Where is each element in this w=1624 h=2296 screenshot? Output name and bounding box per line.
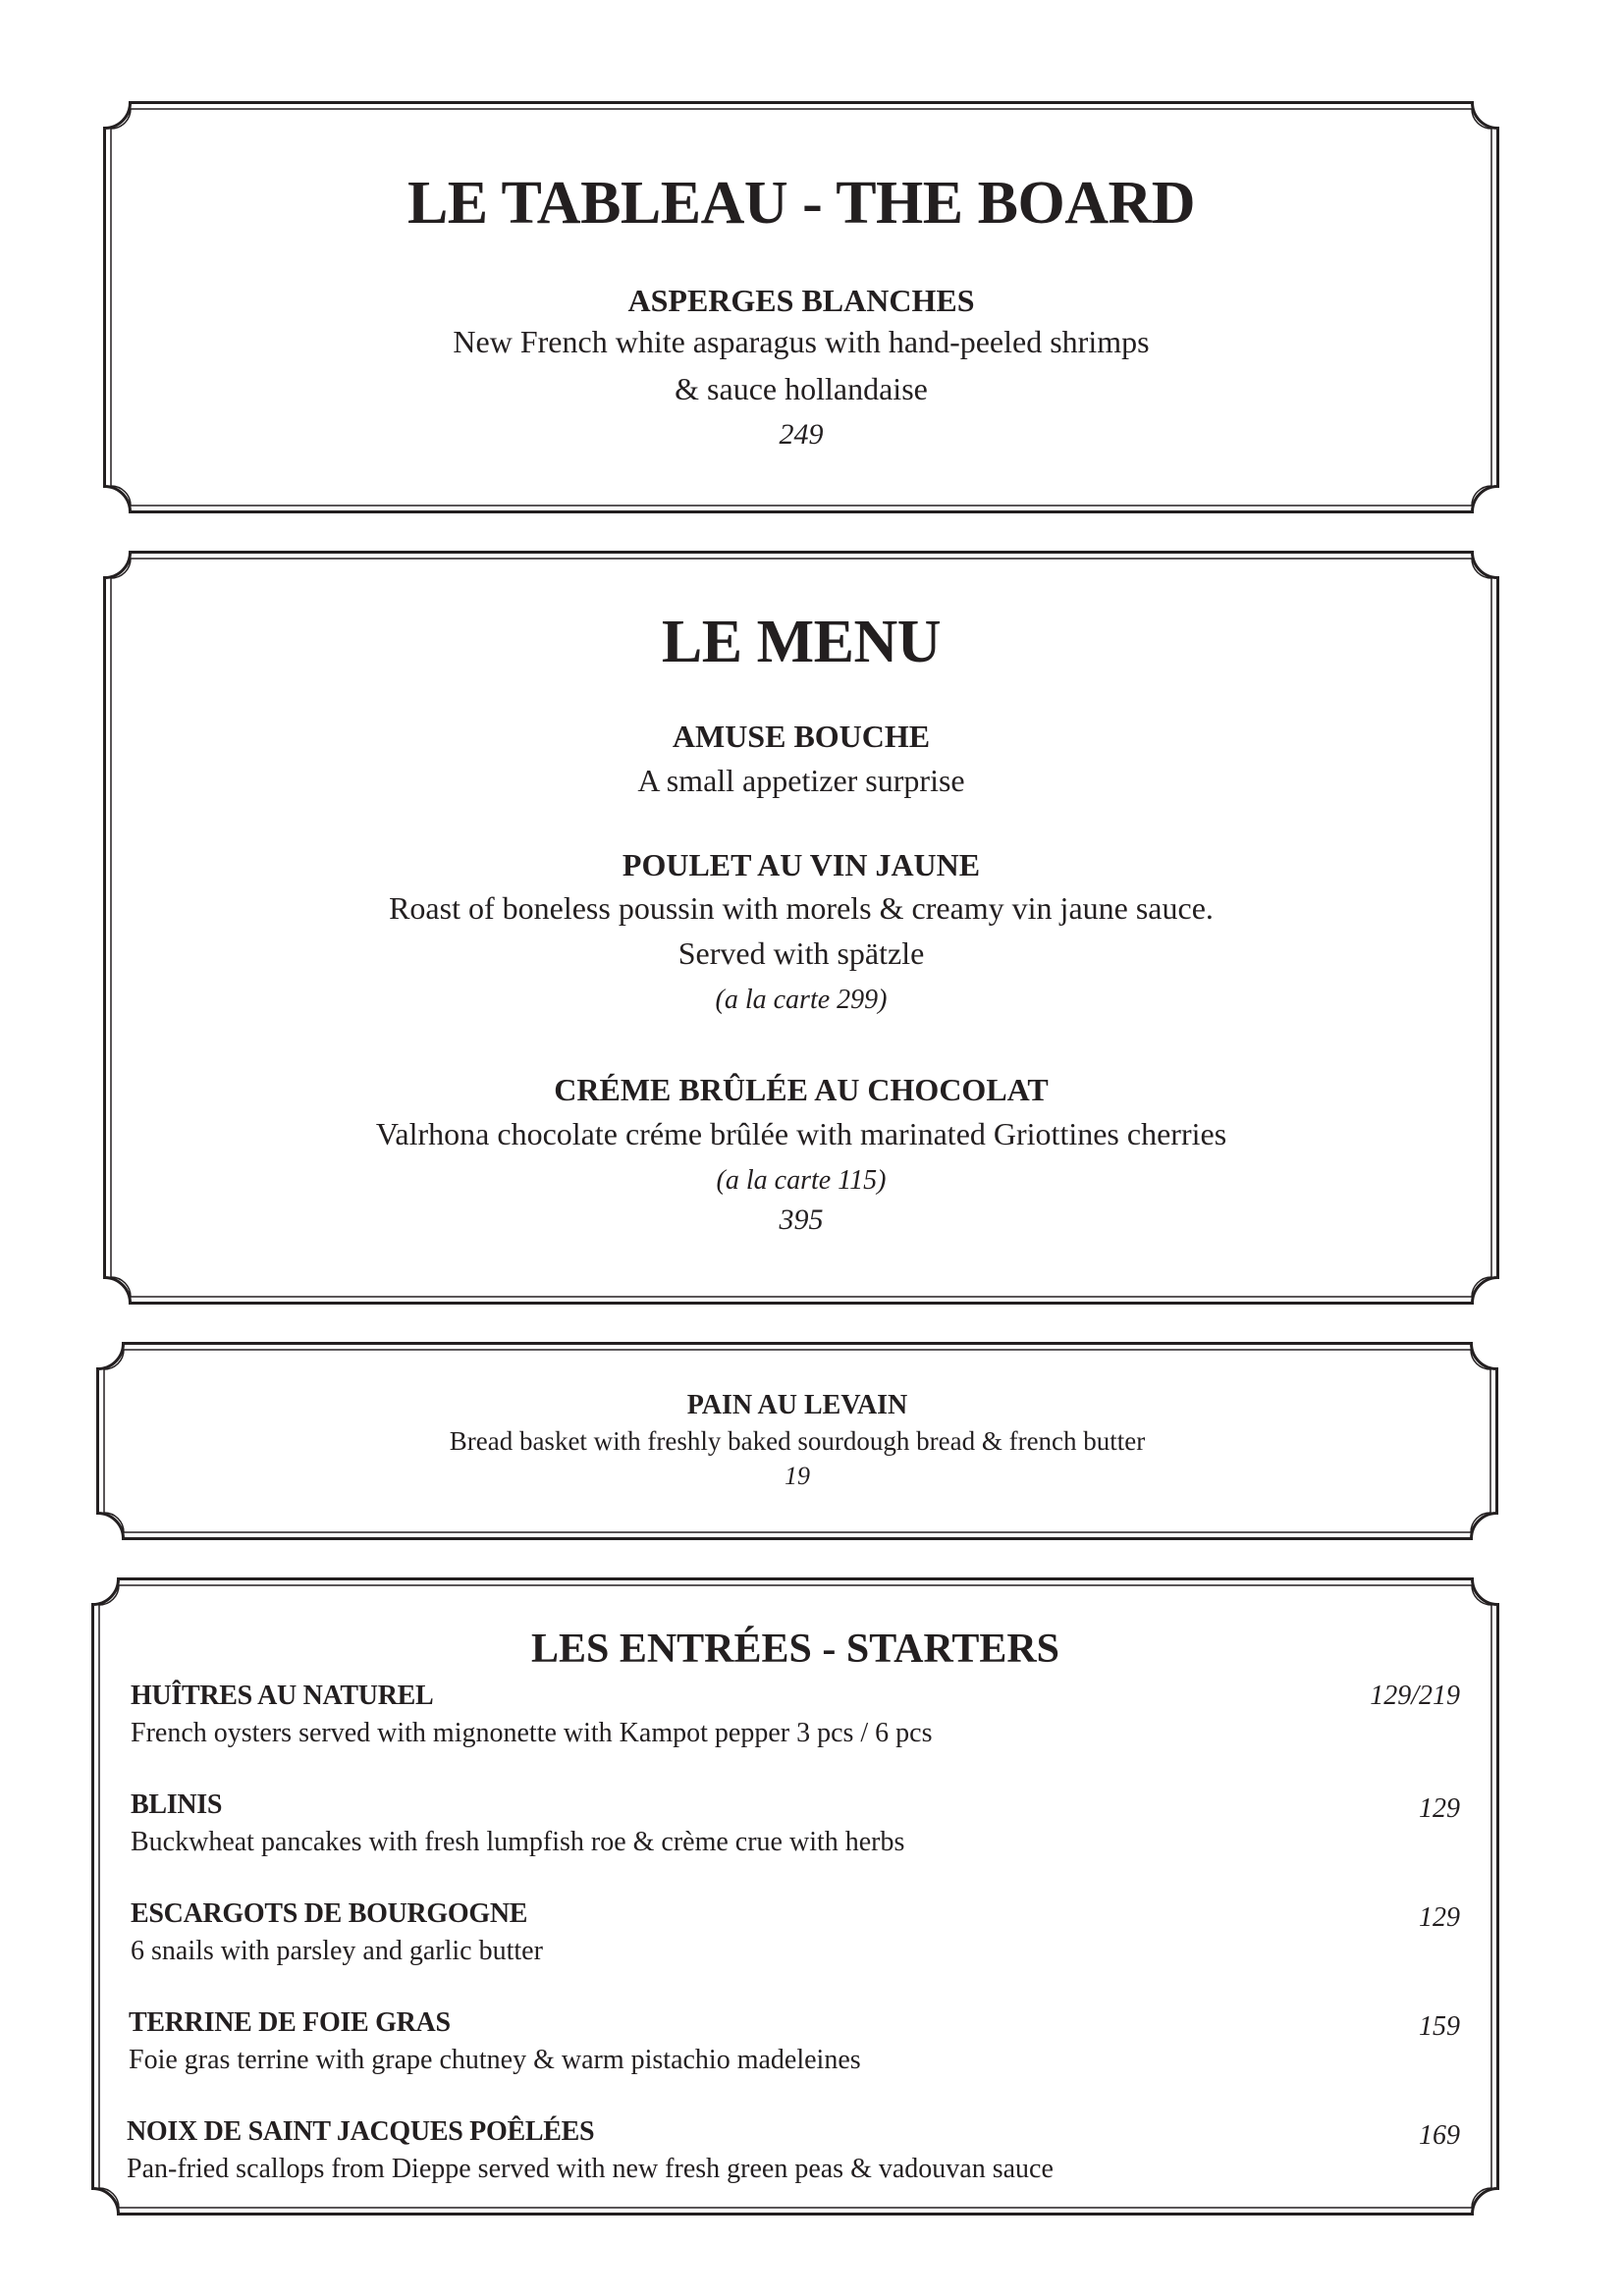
bread-price: 19 — [785, 1462, 810, 1490]
bread-panel — [96, 1342, 1498, 1540]
starters-list — [127, 1681, 1460, 2191]
menu-item-name: CRÉME BRÛLÉE AU CHOCOLAT — [554, 1072, 1049, 1107]
starter-row — [131, 1898, 1460, 1977]
menu-item-name: POULET AU VIN JAUNE — [622, 847, 981, 882]
starter-price: 129/219 — [1370, 1681, 1460, 1711]
menu-item-desc: Roast of boneless poussin with morels & creamy vin jaune sauce. — [389, 890, 1214, 926]
starter-name: BLINIS — [131, 1789, 223, 1820]
starter-desc: 6 snails with parsley and garlic butter — [131, 1936, 543, 1966]
starter-desc: Foie gras terrine with grape chutney & warm pistachio madeleines — [129, 2045, 861, 2075]
starters-panel — [91, 1577, 1499, 2216]
starter-row — [131, 1681, 1460, 1759]
menu-item-alacarte: (a la carte 299) — [715, 985, 888, 1015]
board-item-name: ASPERGES BLANCHES — [627, 283, 975, 318]
starter-price: 129 — [1419, 1902, 1460, 1933]
menu-item-desc: A small appetizer surprise — [637, 763, 965, 798]
starter-name: NOIX DE SAINT JACQUES POÊLÉES — [127, 2116, 595, 2147]
board-title: LE TABLEAU - THE BOARD — [406, 170, 1196, 237]
starter-row — [127, 2116, 1460, 2195]
bread-desc: Bread basket with freshly baked sourdough bread & french butter — [449, 1426, 1146, 1456]
starter-price: 169 — [1419, 2120, 1460, 2151]
board-item-desc-2: & sauce hollandaise — [675, 371, 928, 406]
starter-desc: Pan-fried scallops from Dieppe served with new fresh green peas & vadouvan sauce — [127, 2154, 1054, 2184]
starter-price: 159 — [1419, 2011, 1460, 2042]
menu-item-desc: Valrhona chocolate créme brûlée with marinated Griottines cherries — [375, 1116, 1227, 1151]
starter-desc: Buckwheat pancakes with fresh lumpfish roe & crème crue with herbs — [131, 1827, 905, 1857]
board-item-price: 249 — [779, 418, 824, 451]
menu-item-alacarte: (a la carte 115) — [716, 1165, 887, 1196]
menu-panel — [103, 551, 1499, 1305]
menu-item-desc: Served with spätzle — [677, 935, 925, 971]
starter-desc: French oysters served with mignonette with Kampot pepper 3 pcs / 6 pcs — [131, 1718, 933, 1748]
starter-price: 129 — [1419, 1793, 1460, 1824]
bread-name: PAIN AU LEVAIN — [686, 1390, 908, 1420]
starters-title: LES ENTRÉES - STARTERS — [530, 1627, 1060, 1672]
starter-row — [131, 2007, 1460, 2086]
menu-title: LE MENU — [661, 609, 942, 675]
board-panel — [103, 101, 1499, 513]
menu-price: 395 — [779, 1203, 824, 1236]
starter-row — [131, 1789, 1460, 1868]
menu-item-name: AMUSE BOUCHE — [672, 719, 931, 754]
starter-name: TERRINE DE FOIE GRAS — [129, 2007, 451, 2038]
starter-name: ESCARGOTS DE BOURGOGNE — [131, 1898, 528, 1929]
starter-name: HUÎTRES AU NATUREL — [131, 1681, 434, 1711]
board-item-desc-1: New French white asparagus with hand-peeled shrimps — [453, 324, 1150, 359]
